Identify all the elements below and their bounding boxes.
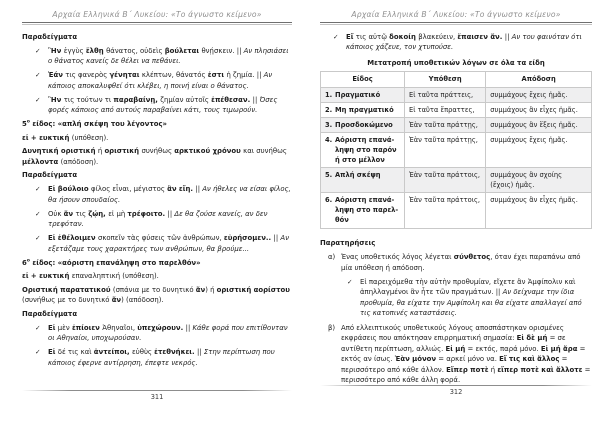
check-icon: ✓ bbox=[35, 323, 41, 332]
example-item bbox=[320, 277, 592, 319]
kind-cell: Αόριστη επανάληψη στο παρελθόν bbox=[335, 196, 399, 225]
hypothesis-cell: Ἐὰν ταῦτα πράττῃς, bbox=[405, 118, 486, 133]
observation-marker: α) bbox=[328, 253, 336, 262]
running-header-left: Αρχαία Ελληνικά Β΄ Λυκείου: «Το άγνωστο κείμενο» bbox=[22, 10, 292, 23]
example-text: Οὐκ ἄν τις ζῴη, εἰ μὴ τρέφοιτο. || Δε θα ζούσε κανείς, αν δεν τρεφόταν. bbox=[48, 209, 268, 229]
row-number: 2. bbox=[325, 106, 333, 115]
observation-marker: β) bbox=[328, 323, 336, 332]
col-header-hypothesis: Υπόθεση bbox=[405, 71, 486, 87]
example-text: Εἰ βούλοιο φίλος εἶναι, μέγιστος ἂν εἴη. || Αν ήθελες να είσαι φίλος, θα ήσουν σπουδαίος. bbox=[48, 185, 291, 204]
section-heading: Παραδείγματα bbox=[22, 309, 78, 318]
table-row bbox=[321, 193, 592, 228]
example-item bbox=[22, 46, 292, 67]
table-title: Μετατροπή υποθετικών λόγων σε όλα τα είδη bbox=[367, 58, 545, 67]
hypothesis-cell: Ἐὰν ταῦτα πράττοις, bbox=[405, 168, 486, 193]
check-icon: ✓ bbox=[35, 185, 41, 194]
section-heading: Παραδείγματα bbox=[22, 171, 78, 180]
page-footer-right bbox=[320, 385, 592, 396]
observation-item-a bbox=[320, 252, 592, 273]
example-text: Εἰ ἐθέλοιμεν σκοπεῖν τὰς φύσεις τῶν ἀνθρώπων, εὑρήσομεν.. || Αν εξετάζαμε τους χαρακτήρες των ανθρώπων, θα βρούμε... bbox=[48, 234, 289, 253]
check-icon: ✓ bbox=[333, 33, 339, 41]
hypothesis-cell: Εἰ ταῦτα ἔπραττες, bbox=[405, 103, 486, 118]
example-text: Ἢν τις τούτων τι παραβαίνῃ, ζημίαν αὐτοῖς ἐπέθεσαν. || Όσες φορές κάποιος από αυτούς παραβαίνει κάτι, τους τιμωρούν. bbox=[48, 95, 278, 115]
example-item bbox=[22, 323, 292, 344]
apodosis-cell: συμμάχους ἂν ἕξεις ἡμᾶς. bbox=[486, 118, 592, 133]
example-item bbox=[22, 347, 292, 368]
kind-cell: Προσδοκώμενο bbox=[335, 121, 393, 130]
example-item bbox=[22, 209, 292, 230]
check-icon: ✓ bbox=[35, 71, 41, 80]
hypothesis-cell: Ἐὰν ταῦτα πράττῃς, bbox=[405, 133, 486, 168]
rule-apodosis: Δυνητική οριστική ή οριστική συνήθως αρκτικού χρόνου και συνήθως μέλλοντα (απόδοση). bbox=[22, 147, 287, 166]
observation-item-b bbox=[320, 323, 592, 386]
conversion-table bbox=[320, 71, 592, 229]
check-icon: ✓ bbox=[35, 46, 41, 55]
example-item bbox=[22, 233, 292, 254]
running-header-right: Αρχαία Ελληνικά Β΄ Λυκείου: «Το άγνωστο κείμενο» bbox=[320, 10, 592, 23]
col-header-apodosis: Απόδοση bbox=[486, 71, 592, 87]
page-number: 312 bbox=[449, 388, 463, 396]
example-text: Εἴ τις αὐτῷ δοκοίη βλακεύειν, ἔπαισεν ἄν. || Αν του φαινόταν ότι κάποιος χάζευε, τον χτυπούσε. bbox=[346, 33, 582, 52]
example-text: Εἰ μὲν ἐπίοιεν Ἀθηναῖοι, ὑπεχώρουν. || Κάθε φορά που επιτίθονταν οι Αθηναίοι, υποχωρούσαν. bbox=[48, 323, 288, 343]
hypothesis-cell: Ἐὰν ταῦτα πράττοις, bbox=[405, 193, 486, 228]
rule-hypothesis: εἰ + ευκτική επαναληπτική (υπόθεση). bbox=[22, 272, 159, 281]
footer-rule bbox=[320, 385, 592, 386]
observation-text: Ένας υποθετικός λόγος λέγεται σύνθετος, όταν έχει παραπάνω από μία υπόθεση ή απόδοση. bbox=[341, 253, 581, 272]
apodosis-cell: συμμάχους ἂν εἶχες ἡμᾶς. bbox=[486, 103, 592, 118]
row-number: 3. bbox=[325, 121, 333, 130]
example-item bbox=[22, 184, 292, 205]
right-page bbox=[320, 10, 592, 396]
example-item bbox=[22, 95, 292, 116]
observations-heading: Παρατηρήσεις bbox=[320, 238, 376, 247]
check-icon: ✓ bbox=[35, 209, 41, 218]
col-header-kind: Είδος bbox=[321, 71, 405, 87]
section-heading: Παραδείγματα bbox=[22, 33, 78, 41]
example-text: Εἰ παρειχόμεθα τὴν αὐτὴν προθυμίαν, εἴχετε ἂν Ἀμφίπολιν καὶ ἀπηλλαγμένοι ἂν ἦτε τῶν πραγμάτων. || Αν δείχναμε την ίδια προθυμία, θα είχατε την Αμφίπολη και θα είχατε απαλλαγεί από τις κατοπινές καταστάσεις. bbox=[360, 277, 582, 318]
section-heading-type6: $6^o$ είδος: «αόριστη επανάληψη στο παρελθόν» bbox=[22, 258, 201, 267]
row-number: 6. bbox=[325, 196, 333, 205]
table-row bbox=[321, 168, 592, 193]
example-text: Εἰ δέ τις καὶ ἀντείποι, εὐθὺς ἐτεθνήκει. || Στην περίπτωση που κάποιος έφερνε αντίρρηση, έπεφτε νεκρός. bbox=[48, 348, 275, 367]
apodosis-cell: συμμάχους ἂν σχοίης (ἔχοις) ἡμᾶς. bbox=[486, 168, 592, 193]
example-text: Ἢν ἐγγὺς ἔλθῃ θάνατος, οὐδεὶς βούλεται θνῄσκειν. || Αν πλησιάσει ο θάνατος κανείς δε θέλει να πεθάνει. bbox=[48, 46, 289, 66]
row-number: 1. bbox=[325, 91, 333, 100]
hypothesis-cell: Εἰ ταῦτα πράττεις, bbox=[405, 88, 486, 103]
apodosis-cell: συμμάχους ἔχεις ἡμᾶς. bbox=[486, 133, 592, 168]
check-icon: ✓ bbox=[35, 348, 41, 357]
table-row bbox=[321, 88, 592, 103]
left-page bbox=[22, 10, 292, 401]
table-row bbox=[321, 103, 592, 118]
table-header-row bbox=[321, 71, 592, 87]
check-icon: ✓ bbox=[35, 234, 41, 243]
row-number: 4. bbox=[325, 136, 333, 145]
rule-apodosis: Οριστική παρατατικού (σπάνια με το δυνητικό ἄν) ή οριστική αορίστου (συνήθως με το δυνητικό ἄν) (απόδοση). bbox=[22, 285, 290, 305]
kind-cell: Πραγματικό bbox=[335, 91, 381, 100]
page-number: 311 bbox=[150, 393, 164, 401]
rule-hypothesis: εἰ + ευκτική (υπόθεση). bbox=[22, 133, 109, 142]
kind-cell: Απλή σκέψη bbox=[335, 171, 381, 180]
kind-cell: Αόριστη επανάληψη στο παρόν ή στο μέλλον bbox=[335, 136, 397, 165]
table-row bbox=[321, 118, 592, 133]
apodosis-cell: συμμάχους ἔχεις ἡμᾶς. bbox=[486, 88, 592, 103]
section-heading-type5: $5^o$ είδος: «απλή σκέψη του λέγοντος» bbox=[22, 120, 167, 129]
footer-rule bbox=[22, 390, 292, 391]
table-row bbox=[321, 133, 592, 168]
page-footer-left bbox=[22, 390, 292, 401]
example-item bbox=[320, 32, 592, 53]
example-text: Ἐάν τις φανερὸς γένηται κλέπτων, θάνατός ἐστι ἡ ζημία. || Αν κάποιος αποκαλυφθεί ότι κλέβει, η ποινή είναι ο θάνατος. bbox=[48, 71, 273, 90]
row-number: 5. bbox=[325, 171, 333, 180]
example-item bbox=[22, 70, 292, 91]
observation-text: Από ελλειπτικούς υποθετικούς λόγους αποσπάστηκαν ορισμένες εκφράσεις που απόκτησαν επιρρηματική σημασία: Εἰ δὲ μή = σε αντίθετη περίπτωση, αλλιώς. Εἰ μή = εκτός, παρά μόνο. Εἰ μή ἄρα = εκτός αν ίσως. Ἐὰν μόνον = αρκεί μόνο να. Εἴ τις καὶ ἄλλος = περισσότερο από κάθε άλλον. Εἴπερ ποτὲ ή εἴπερ ποτὲ καὶ ἄλλοτε = περισσότερο από κάθε άλλη φορά. bbox=[341, 323, 591, 385]
kind-cell: Μη πραγματικό bbox=[335, 106, 394, 115]
check-icon: ✓ bbox=[347, 277, 353, 286]
apodosis-cell: συμμάχους ἂν εἶχες ἡμᾶς. bbox=[486, 193, 592, 228]
check-icon: ✓ bbox=[35, 95, 41, 104]
